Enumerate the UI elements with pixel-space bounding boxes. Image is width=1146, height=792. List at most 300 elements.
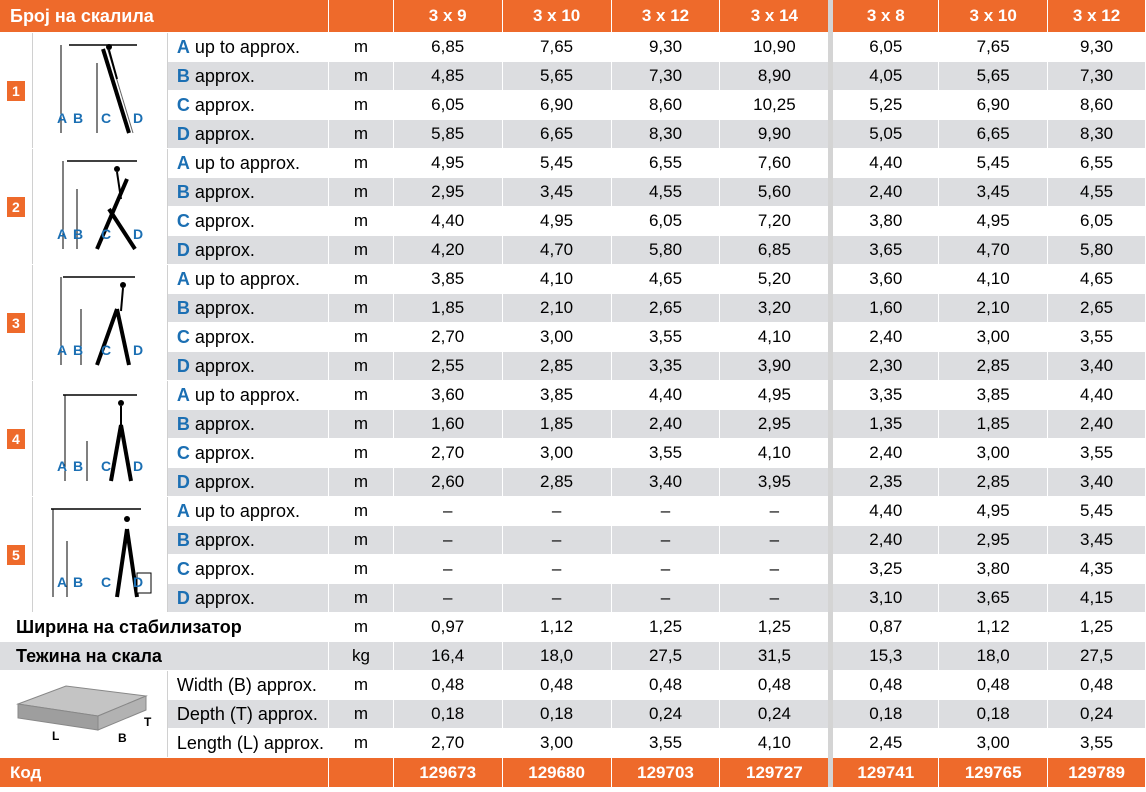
value-cell: 9,90 [720,120,831,149]
value-cell: 8,60 [1048,91,1146,120]
row-label [167,294,328,323]
table-row [0,120,1146,149]
unit-cell: m [329,410,394,439]
unit-cell: m [329,265,394,294]
value-cell: 8,30 [611,120,720,149]
value-cell: 7,65 [502,33,611,62]
value-cell: 3,80 [831,207,939,236]
value-cell: 6,55 [611,149,720,178]
package-row-label: Depth (T) approx. [167,700,328,729]
unit-cell: m [329,323,394,352]
value-cell: 3,00 [939,323,1048,352]
dim-label-c: C [100,574,111,590]
dimension-text: approx. [194,355,255,376]
table-row [0,584,1146,613]
value-cell: 3,20 [720,294,831,323]
value-cell: – [502,526,611,555]
footer-code: 129727 [720,758,831,788]
dimension-letter: A [176,384,190,405]
table-row [0,410,1146,439]
value-cell: 2,85 [939,468,1048,497]
position-number-cell [0,33,32,149]
dimension-letter: D [176,355,190,376]
dim-label-d: D [132,226,143,242]
value-cell: 5,25 [831,91,939,120]
value-cell: – [611,497,720,526]
position-number-cell [0,497,32,613]
value-cell: 1,12 [502,613,611,642]
dim-label-a: A [56,226,67,242]
value-cell: 0,48 [831,671,939,700]
table-row [0,149,1146,178]
value-cell: 3,55 [1048,729,1146,758]
position-number: 1 [7,81,25,101]
table-row [0,700,1146,729]
table-row [0,323,1146,352]
value-cell: 1,85 [393,294,502,323]
value-cell: 3,55 [1048,439,1146,468]
value-cell: – [393,526,502,555]
value-cell: 0,18 [831,700,939,729]
dimension-letter: C [176,94,190,115]
row-label [167,526,328,555]
value-cell: 0,97 [393,613,502,642]
unit-cell: m [329,671,394,700]
footer-row [0,758,1146,788]
value-cell: 4,70 [502,236,611,265]
value-cell: 6,90 [939,91,1048,120]
value-cell: 5,45 [1048,497,1146,526]
unit-cell: m [329,207,394,236]
value-cell: 16,4 [393,642,502,671]
table-row [0,526,1146,555]
dimension-text: approx. [194,210,255,231]
dimension-text: up to approx. [194,268,300,289]
value-cell: 2,55 [393,352,502,381]
table-row [0,294,1146,323]
table-row [0,62,1146,91]
value-cell: 2,10 [939,294,1048,323]
package-body [0,671,1146,758]
value-cell: 4,20 [393,236,502,265]
value-cell: 10,25 [720,91,831,120]
footer-unit-blank [329,758,394,788]
dimension-letter: A [176,500,190,521]
value-cell: – [611,526,720,555]
dimension-letter: B [176,529,190,550]
value-cell: 4,65 [1048,265,1146,294]
unit-cell: m [329,381,394,410]
table-row [0,642,1146,671]
value-cell: 0,24 [720,700,831,729]
header-col: 3 x 12 [611,0,720,33]
value-cell: 3,60 [831,265,939,294]
value-cell: 3,00 [502,439,611,468]
value-cell: 3,40 [1048,352,1146,381]
value-cell: 4,15 [1048,584,1146,613]
position-number: 4 [7,429,25,449]
row-label [167,120,328,149]
value-cell: 3,35 [611,352,720,381]
value-cell: 2,65 [611,294,720,323]
value-cell: 2,70 [393,729,502,758]
table-row [0,468,1146,497]
value-cell: 3,40 [1048,468,1146,497]
value-cell: 2,40 [1048,410,1146,439]
value-cell: 3,45 [1048,526,1146,555]
dim-label-b: B [72,574,83,590]
header-row [0,0,1146,33]
position-number-cell [0,149,32,265]
dimension-letter: D [176,471,190,492]
position-number-cell [0,265,32,381]
dimension-text: up to approx. [194,384,300,405]
position-number: 5 [7,545,25,565]
dimension-text: approx. [194,239,255,260]
row-label [167,381,328,410]
position-number-cell [0,381,32,497]
dimension-letter: D [176,123,190,144]
row-label [167,323,328,352]
row-label [167,236,328,265]
value-cell: 4,10 [939,265,1048,294]
value-cell: 4,95 [720,381,831,410]
footer-code: 129789 [1048,758,1146,788]
value-cell: 2,40 [611,410,720,439]
table-row [0,33,1146,62]
value-cell: 5,05 [831,120,939,149]
row-label [167,439,328,468]
package-label-t: T [144,714,152,729]
value-cell: 3,00 [502,323,611,352]
footer-label: Код [0,758,329,788]
dim-label-d: D [132,342,143,358]
value-cell: 4,10 [502,265,611,294]
unit-cell: m [329,613,394,642]
value-cell: 6,65 [939,120,1048,149]
dimension-text: approx. [194,123,255,144]
dimension-letter: D [176,239,190,260]
extra-body [0,613,1146,671]
dimension-text: approx. [194,587,255,608]
value-cell: 2,40 [831,178,939,207]
value-cell: 5,65 [502,62,611,91]
dimension-text: approx. [194,181,255,202]
value-cell: 0,48 [502,671,611,700]
value-cell: 4,95 [393,149,502,178]
dimension-letter: C [176,558,190,579]
value-cell: 4,40 [831,497,939,526]
table-row [0,555,1146,584]
value-cell: – [611,555,720,584]
ladder-position-diagram [32,265,167,381]
unit-cell: m [329,439,394,468]
value-cell: 6,05 [393,91,502,120]
dimension-letter: B [176,65,190,86]
header-col: 3 x 12 [1048,0,1146,33]
value-cell: 0,48 [1048,671,1146,700]
dimension-letter: B [176,297,190,318]
footer-code: 129680 [502,758,611,788]
value-cell: 5,85 [393,120,502,149]
value-cell: 1,25 [1048,613,1146,642]
table-row [0,497,1146,526]
value-cell: 4,40 [611,381,720,410]
value-cell: 2,85 [502,468,611,497]
dim-label-a: A [56,574,67,590]
dimension-text: approx. [194,297,255,318]
value-cell: 18,0 [502,642,611,671]
value-cell: 3,45 [939,178,1048,207]
extra-row-label: Тежина на скала [0,642,329,671]
value-cell: 2,10 [502,294,611,323]
unit-cell: m [329,62,394,91]
table-row [0,671,1146,700]
value-cell: 4,65 [611,265,720,294]
value-cell: 4,85 [393,62,502,91]
value-cell: 3,65 [831,236,939,265]
table-row [0,265,1146,294]
row-label [167,207,328,236]
dim-label-b: B [72,458,83,474]
ladder-position-diagram [32,33,167,149]
value-cell: 3,55 [611,439,720,468]
dim-label-d: D [132,110,143,126]
value-cell: 0,48 [393,671,502,700]
value-cell: 6,05 [1048,207,1146,236]
value-cell: 3,00 [939,729,1048,758]
value-cell: 3,95 [720,468,831,497]
package-label-l: L [52,728,60,743]
value-cell: – [720,584,831,613]
value-cell: – [393,497,502,526]
value-cell: 3,80 [939,555,1048,584]
value-cell: – [393,584,502,613]
value-cell: 4,40 [831,149,939,178]
unit-cell: m [329,149,394,178]
dimension-text: approx. [194,529,255,550]
value-cell: 3,85 [939,381,1048,410]
value-cell: 8,90 [720,62,831,91]
value-cell: 3,35 [831,381,939,410]
value-cell: 9,30 [611,33,720,62]
value-cell: 4,10 [720,729,831,758]
unit-cell: m [329,497,394,526]
value-cell: 0,18 [393,700,502,729]
ladder-position-diagram [32,149,167,265]
dim-label-a: A [56,458,67,474]
dim-label-b: B [72,226,83,242]
value-cell: 4,10 [720,323,831,352]
value-cell: 5,80 [1048,236,1146,265]
row-label [167,91,328,120]
dimension-letter: D [176,587,190,608]
row-label [167,555,328,584]
value-cell: – [720,526,831,555]
value-cell: 0,24 [611,700,720,729]
dimension-letter: A [176,36,190,57]
dimension-text: up to approx. [194,500,300,521]
dimension-letter: C [176,442,190,463]
header-col: 3 x 10 [502,0,611,33]
unit-cell: m [329,352,394,381]
value-cell: 3,45 [502,178,611,207]
footer-code: 129741 [831,758,939,788]
dim-label-d: D [132,458,143,474]
value-cell: – [502,497,611,526]
value-cell: 3,40 [611,468,720,497]
dimension-letter: C [176,326,190,347]
table-row [0,207,1146,236]
unit-cell: m [329,33,394,62]
package-row-label: Width (B) approx. [167,671,328,700]
value-cell: – [720,497,831,526]
unit-cell: m [329,584,394,613]
dim-label-c: C [100,458,111,474]
table-row [0,236,1146,265]
value-cell: 1,25 [611,613,720,642]
header-col: 3 x 8 [831,0,939,33]
dimension-text: approx. [194,65,255,86]
ladder-position-diagram [32,381,167,497]
value-cell: 2,40 [831,439,939,468]
unit-cell: m [329,120,394,149]
unit-cell: m [329,236,394,265]
header-col: 3 x 10 [939,0,1048,33]
ladder-position-diagram [32,497,167,613]
table-row [0,729,1146,758]
value-cell: 0,18 [939,700,1048,729]
value-cell: 2,85 [502,352,611,381]
dimension-letter: A [176,152,190,173]
dim-label-b: B [72,110,83,126]
value-cell: 2,95 [720,410,831,439]
value-cell: 7,60 [720,149,831,178]
dim-label-c: C [100,110,111,126]
value-cell: 7,30 [1048,62,1146,91]
value-cell: 3,85 [502,381,611,410]
value-cell: 31,5 [720,642,831,671]
table-row [0,439,1146,468]
value-cell: 3,00 [939,439,1048,468]
value-cell: 1,35 [831,410,939,439]
dimension-letter: B [176,181,190,202]
unit-cell: kg [329,642,394,671]
dim-label-a: A [56,342,67,358]
value-cell: 4,55 [1048,178,1146,207]
positions-body [0,33,1146,613]
dimension-text: approx. [194,442,255,463]
value-cell: 2,70 [393,323,502,352]
row-label [167,265,328,294]
unit-cell: m [329,468,394,497]
value-cell: 6,65 [502,120,611,149]
value-cell: 1,60 [393,410,502,439]
value-cell: – [393,555,502,584]
value-cell: 4,55 [611,178,720,207]
dim-label-c: C [100,342,111,358]
value-cell: 5,80 [611,236,720,265]
dimension-text: approx. [194,94,255,115]
value-cell: 5,45 [502,149,611,178]
value-cell: 6,05 [831,33,939,62]
value-cell: 2,35 [831,468,939,497]
value-cell: 2,95 [939,526,1048,555]
dimension-text: approx. [194,413,255,434]
header-unit-blank [329,0,394,33]
value-cell: 15,3 [831,642,939,671]
row-label [167,468,328,497]
value-cell: 3,55 [611,729,720,758]
value-cell: 0,48 [720,671,831,700]
value-cell: 4,95 [502,207,611,236]
value-cell: 2,85 [939,352,1048,381]
dimension-letter: B [176,413,190,434]
value-cell: 6,55 [1048,149,1146,178]
value-cell: 2,45 [831,729,939,758]
unit-cell: m [329,178,394,207]
value-cell: 8,60 [611,91,720,120]
value-cell: 5,65 [939,62,1048,91]
header-label: Број на скалила [0,0,329,33]
table-row [0,91,1146,120]
unit-cell: m [329,700,394,729]
value-cell: 1,12 [939,613,1048,642]
header-col: 3 x 14 [720,0,831,33]
value-cell: 5,60 [720,178,831,207]
value-cell: 6,05 [611,207,720,236]
value-cell: 2,70 [393,439,502,468]
value-cell: 0,48 [939,671,1048,700]
unit-cell: m [329,91,394,120]
value-cell: 9,30 [1048,33,1146,62]
header-col: 3 x 9 [393,0,502,33]
value-cell: 2,65 [1048,294,1146,323]
value-cell: 3,65 [939,584,1048,613]
value-cell: 6,85 [720,236,831,265]
value-cell: – [502,555,611,584]
value-cell: 4,40 [393,207,502,236]
row-label [167,352,328,381]
dimension-text: approx. [194,326,255,347]
value-cell: 3,25 [831,555,939,584]
value-cell: 0,18 [502,700,611,729]
unit-cell: m [329,294,394,323]
value-cell: 4,05 [831,62,939,91]
value-cell: 2,30 [831,352,939,381]
footer-code: 129673 [393,758,502,788]
value-cell: 27,5 [1048,642,1146,671]
value-cell: 0,48 [611,671,720,700]
value-cell: 10,90 [720,33,831,62]
value-cell: 0,24 [1048,700,1146,729]
row-label [167,33,328,62]
row-label [167,178,328,207]
row-label [167,62,328,91]
value-cell: 4,70 [939,236,1048,265]
value-cell: 1,85 [939,410,1048,439]
value-cell: 3,55 [1048,323,1146,352]
value-cell: 6,85 [393,33,502,62]
footer-code: 129703 [611,758,720,788]
value-cell: 3,00 [502,729,611,758]
position-number: 2 [7,197,25,217]
value-cell: 4,40 [1048,381,1146,410]
table-row [0,352,1146,381]
value-cell: 3,90 [720,352,831,381]
dimension-text: approx. [194,558,255,579]
value-cell: 7,65 [939,33,1048,62]
